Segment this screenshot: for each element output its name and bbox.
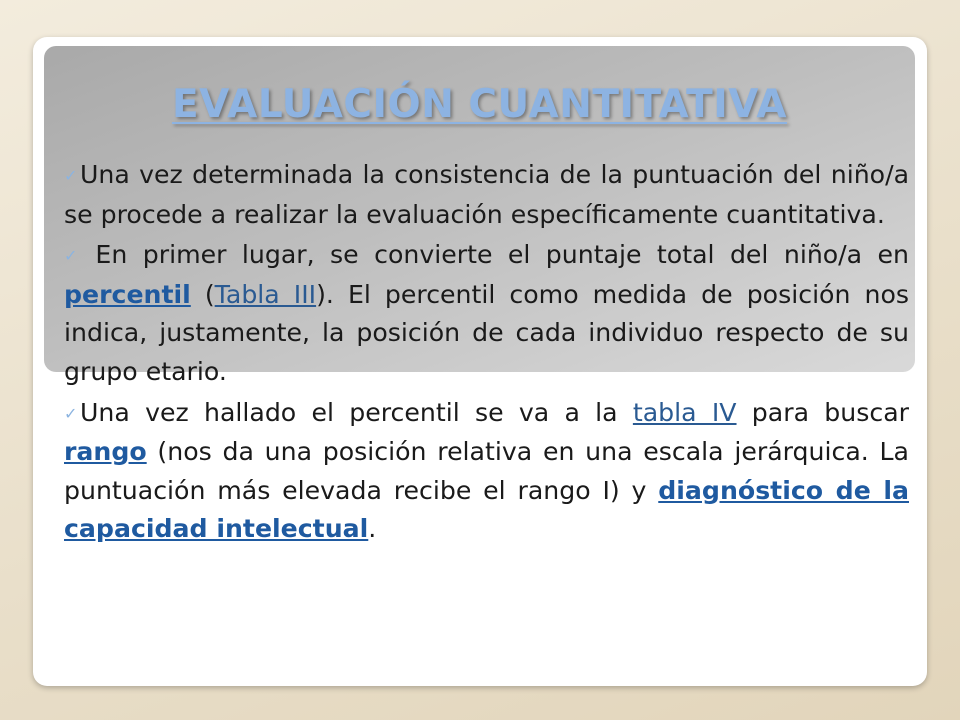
bullet-item-2 [64,236,909,391]
rango-link[interactable]: rango [64,437,147,467]
bullet-2-rest: ). El percentil como medida de posición nos indica, justamente, la posición de cada individuo respecto de su grupo etario. [64,279,909,386]
slide-body [64,156,909,551]
tabla-iii-link[interactable]: Tabla III [214,279,317,309]
percentil-link[interactable]: percentil [64,279,191,309]
check-icon: ✓ [64,403,78,423]
bullet-text-1: Una vez determinada la consistencia de la puntuación del niño/a se procede a realizar la evaluación específicamente cuantitativa. [64,160,909,229]
bullet-2-paren-open: ( [190,279,215,309]
bullet-item-3 [64,394,909,549]
bullet-3-end: . [368,514,377,544]
bullet-item-1 [64,156,909,234]
bullet-2-intro: En primer lugar, se convierte el puntaje total del niño/a en [80,240,909,270]
page-title: EVALUACIÓN CUANTITATIVA [171,82,788,127]
bullet-3-intro: Una vez hallado el percentil se va a la [80,397,633,427]
bullet-3-explanation: (nos da una posición relativa en una escala jerárquica. La puntuación más elevada recibe el rango I) y [64,437,909,505]
tabla-iv-link[interactable]: tabla IV [632,397,737,427]
check-icon: ✓ [64,166,78,185]
bullet-3-connector: para buscar [736,397,909,427]
diagnostico-link[interactable]: diagnóstico de la capacidad intelectual [64,475,909,544]
check-icon: ✓ [64,246,78,266]
